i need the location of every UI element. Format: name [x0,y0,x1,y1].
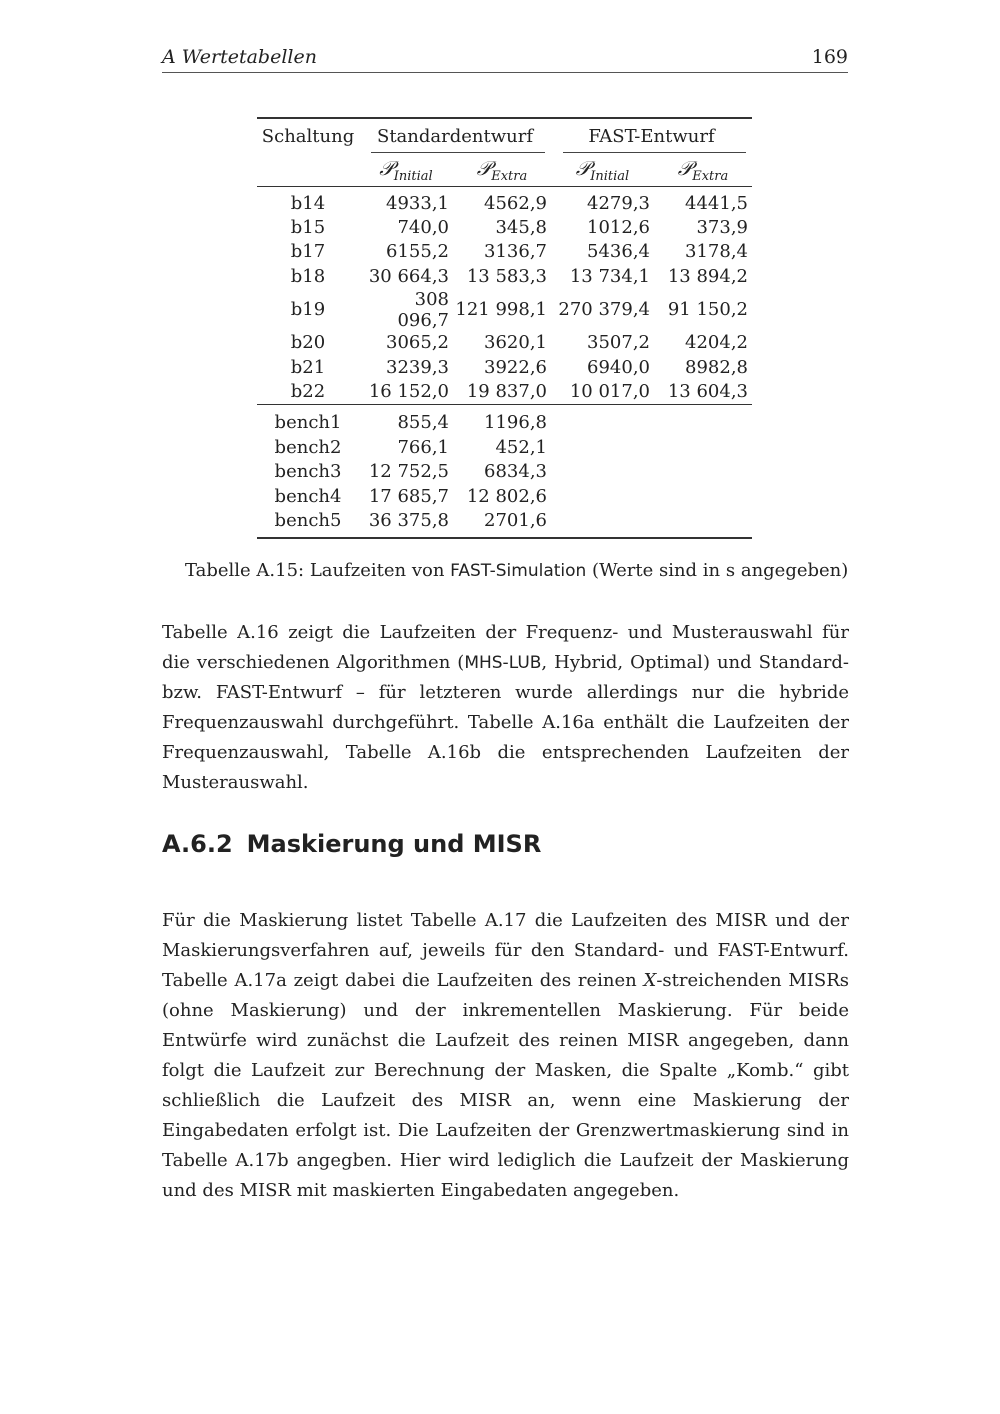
table-cell: 12 752,5 [368,461,449,483]
col-p-extra-standard: 𝒫$_{Extra}$ [453,153,551,187]
table-cell: 30 664,3 [368,265,449,287]
circuit-name: bench1 [257,404,359,435]
group-fast-header: FAST-Entwurf [551,118,752,153]
table-row [257,355,752,379]
circuit-name: bench2 [274,436,342,458]
table-cell: 1012,6 [587,217,650,239]
table-cell: 5436,4 [587,241,650,263]
table-cell: 3620,1 [484,332,547,354]
table-cell: 19 837,0 [466,381,547,403]
runtime-table [257,117,752,539]
table-cell: 345,8 [495,217,547,239]
table-cell [654,460,752,484]
table-cell: 308 096,7 [397,288,449,331]
circuit-name: b14 [290,192,326,214]
table-cell: 13 734,1 [569,265,650,287]
circuit-name: bench5 [257,508,359,537]
table-cell: 766,1 [397,436,449,458]
circuit-name: b18 [290,265,326,287]
section-heading [162,830,541,858]
paragraph-masking: Für die Maskierung listet Tabelle A.17 die Laufzeiten des MISR und der Maskierungsverfahren auf, jeweils für den Standard- und FAST-Entwurf. Tabelle A.17a zeigt dabei die Laufzeiten des reinen X-streichenden MISRs (ohne Maskierung) und der inkrementellen Maskierung. Für beide Entwürfe wird zunächst die Laufzeit des reinen MISR angegeben, dann folgt die Laufzeit zur Berechnung der Masken, die Spalte „Komb.“ gibt schließlich die Laufzeit des MISR an, wenn eine Maskierung der Eingabedaten erfolgt ist. Die Laufzeiten der Grenzwertmaskierung sind in Tabelle A.17b angegben. Hier wird lediglich die Laufzeit der Maskierung und des MISR mit maskierten Eingabedaten angegeben. [162,910,849,1201]
circuit-name: b22 [290,381,326,403]
circuit-name: bench4 [274,485,342,507]
table-cell: 91 150,2 [667,299,748,321]
table-caption: Tabelle A.15: Laufzeiten von FAST-Simulation (Werte sind in s angegeben) [185,560,849,581]
table-cell: 452,1 [495,436,547,458]
table-cell [654,435,752,459]
table-cell: 6155,2 [386,241,449,263]
table-cell [551,484,654,508]
table-cell: 12 802,6 [466,485,547,507]
table-cell: 17 685,7 [368,485,449,507]
x-symbol: X [643,970,657,991]
table-cell: 13 894,2 [667,265,748,287]
table-cell: 4279,3 [587,192,650,214]
col-schaltung-header: Schaltung [257,118,359,153]
table-cell: 2701,6 [453,508,551,537]
table-row [257,331,752,355]
table-cell [654,404,752,435]
table-cell: 3178,4 [685,241,748,263]
table-row [257,484,752,508]
table-cell: 4204,2 [685,332,748,354]
table-row [257,187,752,216]
table-row [257,435,752,459]
col-p-initial-fast: 𝒫$_{Initial}$ [551,153,654,187]
circuit-name: bench3 [274,461,342,483]
table-row [257,264,752,288]
table-cell: 4441,5 [685,192,748,214]
table-cell: 10 017,0 [569,381,650,403]
table-cell: 8982,8 [685,356,748,378]
table-row [257,508,752,537]
table-row [257,379,752,404]
col-p-initial-standard: 𝒫$_{Initial}$ [359,153,453,187]
paragraph-frequency-selection: Tabelle A.16 zeigt die Laufzeiten der Frequenz- und Musterauswahl für die verschiedenen Algorithmen (MHS-LUB, Hybrid, Optimal) und Standard- bzw. FAST-Entwurf – für letzteren wurde allerdings nur die hybride Frequenzauswahl durchgeführt. Tabelle A.16a enthält die Laufzeiten der Frequenzauswahl, Tabelle A.16b die entsprechenden Laufzeiten der Musterauswahl. [162,622,850,793]
table-cell: 855,4 [359,404,453,435]
table-cell: 1196,8 [453,404,551,435]
table-row [257,289,752,331]
table-cell: 13 583,3 [466,265,547,287]
caption-tool: FAST-Simulation [450,561,587,581]
table-cell [551,460,654,484]
table-cell: 36 375,8 [359,508,453,537]
table-cell: 6940,0 [587,356,650,378]
section-title: Maskierung und MISR [246,830,542,858]
section-number: A.6.2 [162,830,233,858]
table-cell: 3136,7 [484,241,547,263]
table-cell [551,404,654,435]
table-cell: 16 152,0 [368,381,449,403]
table-row [257,240,752,264]
col-p-extra-fast: 𝒫$_{Extra}$ [654,153,752,187]
chapter-title: A Wertetabellen [162,46,317,68]
table-cell [551,435,654,459]
table-cell: 3922,6 [484,356,547,378]
table-row [257,460,752,484]
table-cell: 740,0 [397,217,449,239]
table-cell: 6834,3 [484,461,547,483]
circuit-name: b19 [290,299,326,321]
table-cell: 121 998,1 [455,299,547,321]
table-row [257,404,752,435]
table-cell: 4562,9 [484,192,547,214]
table-cell: 4933,1 [386,192,449,214]
page-number: 169 [811,46,848,68]
table-cell: 3507,2 [587,332,650,354]
circuit-name: b21 [290,356,326,378]
table-cell [551,508,654,537]
table-cell: 3065,2 [386,332,449,354]
circuit-name: b15 [290,217,326,239]
table-cell: 373,9 [696,217,748,239]
tool-name: MHS-LUB [464,653,542,673]
running-header [162,44,848,73]
table-cell [654,484,752,508]
circuit-name: b17 [290,241,326,263]
table-cell: 13 604,3 [667,381,748,403]
table-cell: 3239,3 [386,356,449,378]
table-cell: 270 379,4 [558,299,650,321]
group-standard-header: Standardentwurf [359,118,551,153]
circuit-name: b20 [290,332,326,354]
table-row [257,215,752,239]
table-cell [654,508,752,537]
